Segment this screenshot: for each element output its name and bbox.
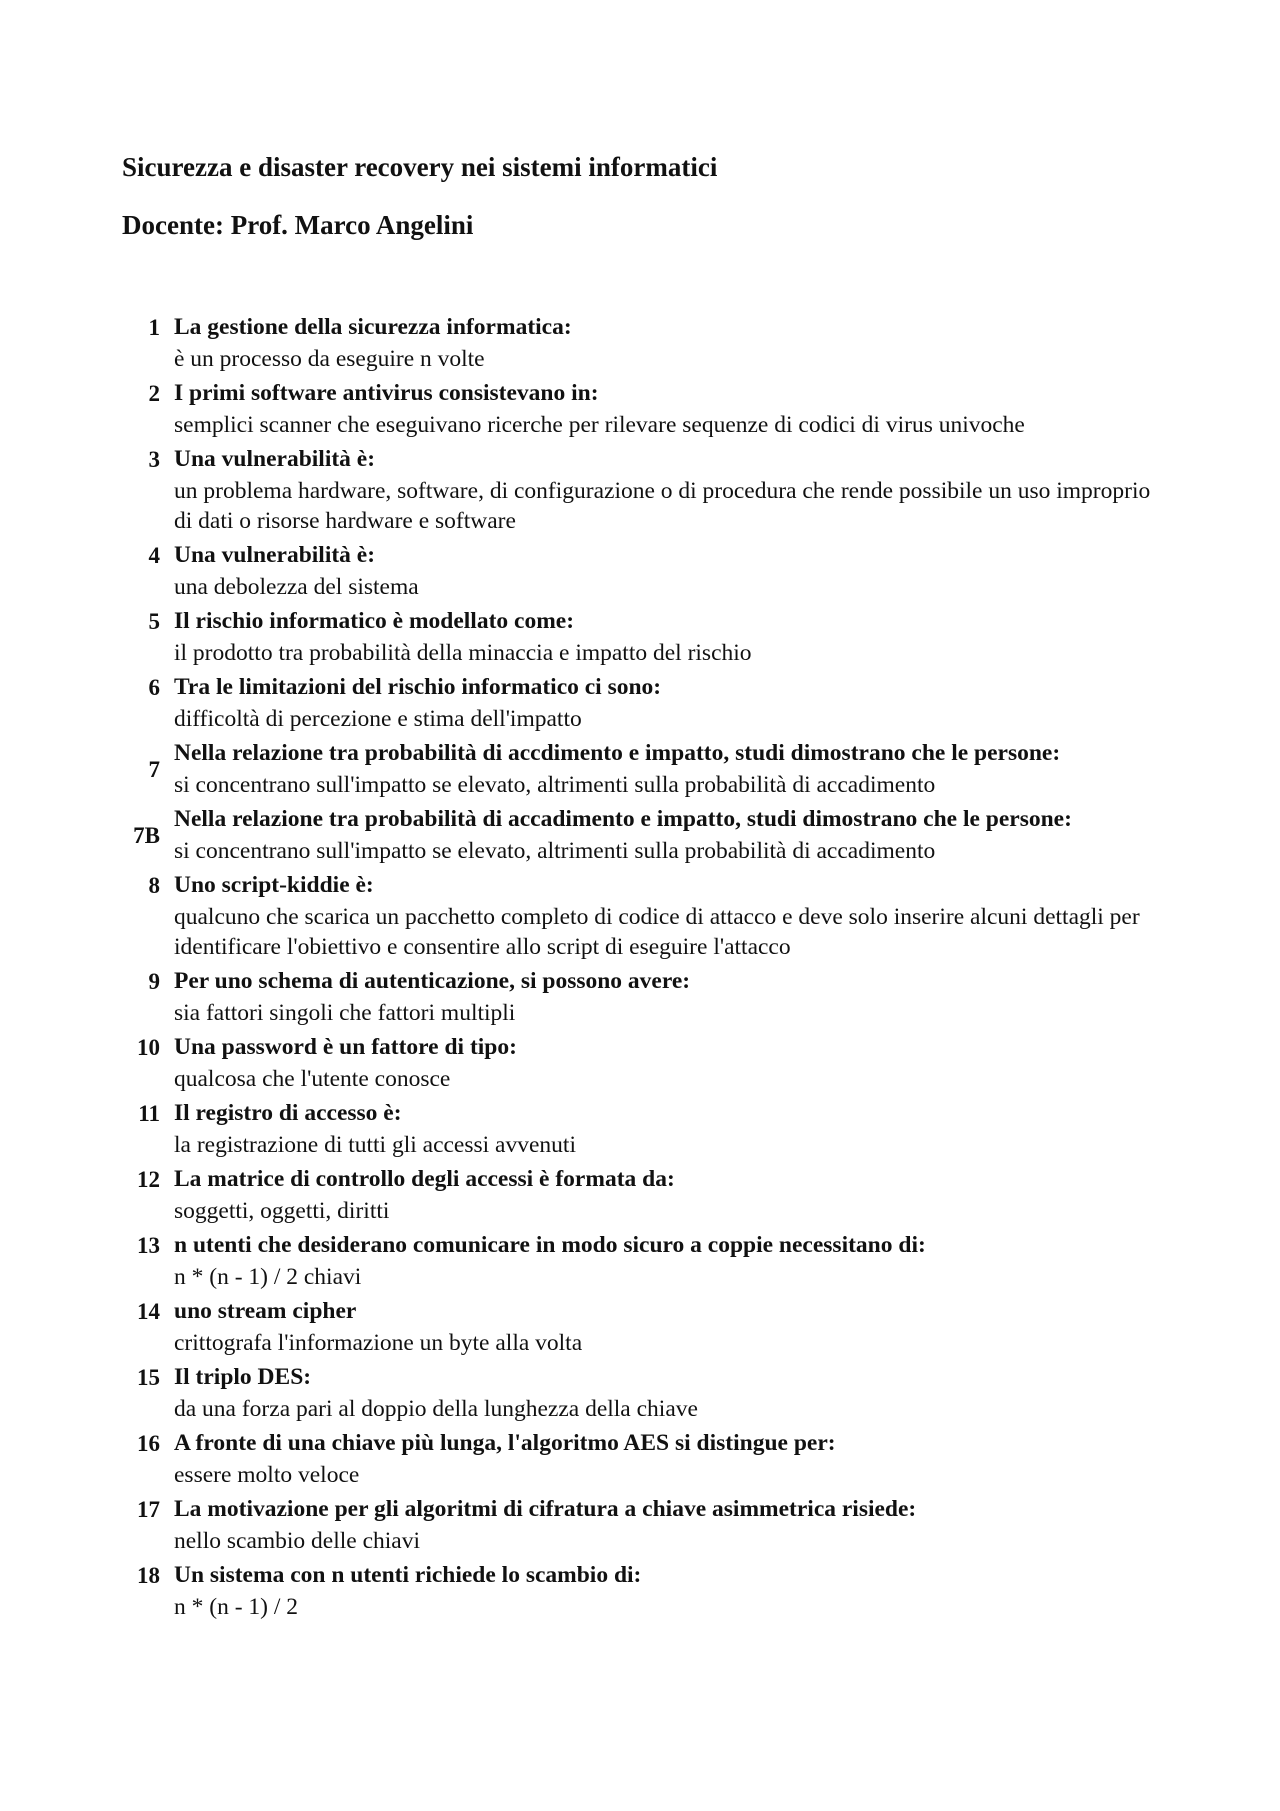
qa-item <box>122 965 1162 1031</box>
question-number: 18 <box>137 1563 160 1588</box>
question-number: 2 <box>148 381 160 406</box>
qa-item <box>122 1229 1162 1295</box>
question-text: Uno script-kiddie è: <box>174 872 374 898</box>
answer-text: qualcosa che l'utente conosce <box>174 1066 451 1092</box>
question-text: uno stream cipher <box>174 1298 357 1324</box>
qa-item <box>122 311 1162 377</box>
qa-item <box>122 869 1162 965</box>
question-number: 6 <box>148 675 160 700</box>
answer-text: crittografa l'informazione un byte alla volta <box>174 1330 583 1356</box>
question-text: Per uno schema di autenticazione, si possono avere: <box>174 968 691 994</box>
answer-text: sia fattori singoli che fattori multipli <box>174 1000 516 1026</box>
answer-text: soggetti, oggetti, diritti <box>174 1198 390 1224</box>
qa-item <box>122 1031 1162 1097</box>
answer-text: essere molto veloce <box>174 1462 360 1488</box>
qa-item <box>122 1559 1162 1625</box>
question-text: A fronte di una chiave più lunga, l'algoritmo AES si distingue per: <box>174 1430 836 1456</box>
question-number: 8 <box>148 873 160 898</box>
question-text: Una vulnerabilità è: <box>174 446 376 472</box>
question-number: 13 <box>137 1233 160 1258</box>
question-number: 17 <box>137 1497 160 1522</box>
question-number: 10 <box>137 1035 160 1060</box>
question-number: 11 <box>138 1101 160 1126</box>
question-number: 9 <box>148 969 160 994</box>
question-text: Il triplo DES: <box>174 1364 312 1390</box>
qa-item <box>122 1361 1162 1427</box>
question-number: 15 <box>137 1365 160 1390</box>
question-text: Un sistema con n utenti richiede lo scambio di: <box>174 1562 642 1588</box>
question-text: Nella relazione tra probabilità di accadimento e impatto, studi dimostrano che le persone: <box>174 806 1072 832</box>
answer-text: nello scambio delle chiavi <box>174 1528 421 1554</box>
answer-text: qualcuno che scarica un pacchetto completo di codice di attacco e deve solo inserire alcuni dettagli per identificare l'obiettivo e consentire allo script di eseguire l'attacco <box>174 904 1140 960</box>
question-number: 5 <box>148 609 160 634</box>
answer-text: la registrazione di tutti gli accessi avvenuti <box>174 1132 576 1158</box>
qa-item <box>122 605 1162 671</box>
qa-item <box>122 1427 1162 1493</box>
teacher-line: Docente: Prof. Marco Angelini <box>122 210 474 240</box>
question-number: 14 <box>137 1299 160 1324</box>
answer-text: si concentrano sull'impatto se elevato, altrimenti sulla probabilità di accadimento <box>174 772 936 798</box>
question-text: Nella relazione tra probabilità di accdimento e impatto, studi dimostrano che le persone: <box>174 740 1061 766</box>
question-text: La motivazione per gli algoritmi di cifratura a chiave asimmetrica risiede: <box>174 1496 917 1522</box>
answer-text: da una forza pari al doppio della lunghezza della chiave <box>174 1396 698 1422</box>
answer-text: un problema hardware, software, di configurazione o di procedura che rende possibile un uso improprio di dati o risorse hardware e software <box>174 478 1151 534</box>
answer-text: si concentrano sull'impatto se elevato, altrimenti sulla probabilità di accadimento <box>174 838 936 864</box>
question-text: La matrice di controllo degli accessi è formata da: <box>174 1166 675 1192</box>
question-number: 1 <box>148 315 160 340</box>
qa-item <box>122 443 1162 539</box>
qa-item <box>122 1163 1162 1229</box>
answer-text: n * (n - 1) / 2 <box>174 1594 299 1620</box>
qa-item <box>122 377 1162 443</box>
question-text: n utenti che desiderano comunicare in modo sicuro a coppie necessitano di: <box>174 1232 926 1258</box>
qa-item <box>122 1097 1162 1163</box>
question-number: 7 <box>148 757 160 782</box>
qa-item <box>122 1295 1162 1361</box>
question-number: 16 <box>137 1431 160 1456</box>
qa-item <box>122 803 1162 869</box>
question-number: 12 <box>137 1167 160 1192</box>
qa-item <box>122 539 1162 605</box>
question-text: Una vulnerabilità è: <box>174 542 376 568</box>
question-text: Il rischio informatico è modellato come: <box>174 608 575 634</box>
question-number: 3 <box>148 447 160 472</box>
qa-item <box>122 671 1162 737</box>
question-text: Tra le limitazioni del rischio informatico ci sono: <box>174 674 662 700</box>
question-number: 4 <box>148 543 160 568</box>
answer-text: difficoltà di percezione e stima dell'impatto <box>174 706 582 732</box>
question-text: I primi software antivirus consistevano in: <box>174 380 599 406</box>
answer-text: n * (n - 1) / 2 chiavi <box>174 1264 362 1290</box>
question-text: Il registro di accesso è: <box>174 1100 402 1126</box>
qa-item <box>122 1493 1162 1559</box>
answer-text: il prodotto tra probabilità della minaccia e impatto del rischio <box>174 640 752 666</box>
qa-item <box>122 737 1162 803</box>
answer-text: una debolezza del sistema <box>174 574 419 600</box>
question-list <box>122 311 1162 1625</box>
answer-text: semplici scanner che eseguivano ricerche per rilevare sequenze di codici di virus univoche <box>174 412 1025 438</box>
question-number: 7B <box>133 823 160 848</box>
document-title: Sicurezza e disaster recovery nei sistemi informatici <box>122 152 718 182</box>
answer-text: è un processo da eseguire n volte <box>174 346 485 372</box>
question-text: La gestione della sicurezza informatica: <box>174 314 572 340</box>
question-text: Una password è un fattore di tipo: <box>174 1034 517 1060</box>
